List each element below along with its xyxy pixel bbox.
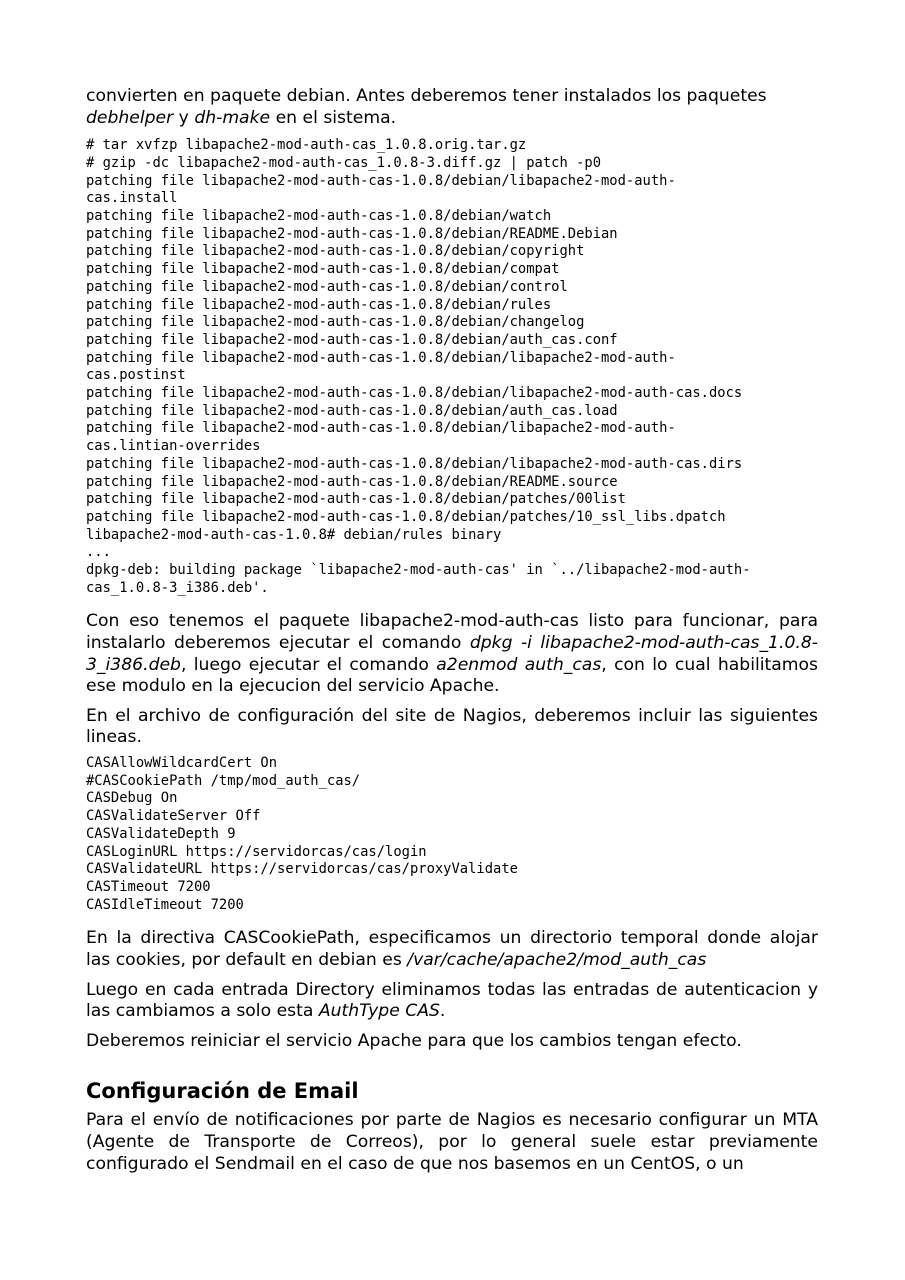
- package-dh-make: dh-make: [194, 107, 271, 128]
- code-line: CASLoginURL https://servidorcas/cas/login: [86, 843, 427, 860]
- code-line: ...: [86, 544, 111, 561]
- build-code-block: [86, 137, 818, 597]
- code-line: # gzip -dc libapache2-mod-auth-cas_1.0.8-3.diff.gz | patch -p0: [86, 154, 601, 171]
- code-line: patching file libapache2-mod-auth-cas-1.0.8/debian/libapache2-mod-auth-: [86, 420, 676, 437]
- intro-paragraph: [86, 86, 818, 129]
- code-line: #CASCookiePath /tmp/mod_auth_cas/: [86, 772, 361, 789]
- nagios-config-paragraph: En el archivo de configuración del site de Nagios, deberemos incluir las siguientes lineas.: [86, 705, 818, 748]
- package-debhelper: debhelper: [86, 107, 174, 128]
- code-line: CASAllowWildcardCert On: [86, 755, 278, 772]
- code-line: CASValidateServer Off: [86, 808, 261, 825]
- code-line: patching file libapache2-mod-auth-cas-1.0.8/debian/libapache2-mod-auth-cas.docs: [86, 385, 743, 402]
- code-line: patching file libapache2-mod-auth-cas-1.0.8/debian/rules: [86, 296, 552, 313]
- dpkg-command: dpkg -i libapache2-mod-auth-cas_1.0.8-3_i386.deb: [86, 633, 818, 675]
- code-line: patching file libapache2-mod-auth-cas-1.0.8/debian/watch: [86, 208, 552, 224]
- code-line: cas.postinst: [86, 367, 186, 384]
- restart-paragraph: Deberemos reiniciar el servicio Apache para que los cambios tengan efecto.: [86, 1030, 742, 1051]
- directory-text-2: .: [439, 1001, 446, 1022]
- cookie-path-paragraph: [86, 928, 818, 971]
- code-line: patching file libapache2-mod-auth-cas-1.0.8/debian/patches/00list: [86, 491, 626, 508]
- code-line: patching file libapache2-mod-auth-cas-1.0.8/debian/libapache2-mod-auth-cas.dirs: [86, 455, 743, 472]
- code-line: patching file libapache2-mod-auth-cas-1.0.8/debian/auth_cas.load: [86, 402, 618, 419]
- install-paragraph: [86, 611, 818, 697]
- code-line: patching file libapache2-mod-auth-cas-1.0.8/debian/README.Debian: [86, 225, 618, 242]
- cookie-default-path: /var/cache/apache2/mod_auth_cas: [407, 949, 707, 970]
- intro-and: y: [173, 107, 195, 128]
- directory-paragraph: [86, 980, 818, 1023]
- a2enmod-command: a2enmod auth_cas: [436, 654, 602, 675]
- code-line: patching file libapache2-mod-auth-cas-1.0.8/debian/README.source: [86, 473, 618, 490]
- code-line: dpkg-deb: building package `libapache2-mod-auth-cas' in `../libapache2-mod-auth-: [86, 562, 751, 579]
- intro-line-1: convierten en paquete debian. Antes deberemos tener instalados los paquetes: [86, 86, 767, 106]
- code-line: patching file libapache2-mod-auth-cas-1.0.8/debian/control: [86, 278, 568, 295]
- code-line: cas.lintian-overrides: [86, 438, 261, 455]
- code-line: # tar xvfzp libapache2-mod-auth-cas_1.0.8.orig.tar.gz: [86, 137, 527, 154]
- code-line: CASDebug On: [86, 790, 178, 807]
- cas-config-code-block: [86, 755, 818, 914]
- code-line: cas_1.0.8-3_i386.deb'.: [86, 579, 269, 596]
- install-text-1: Con eso tenemos el paquete libapache2-mod-auth-cas listo para funcionar, para instalarlo deberemos ejecutar el comando: [86, 611, 818, 654]
- install-text-3: , con lo cual habilitamos ese modulo en la ejecucion del servicio Apache.: [86, 654, 819, 697]
- authtype-cas: AuthType CAS: [318, 1001, 440, 1022]
- intro-tail: en el sistema.: [270, 107, 397, 128]
- code-line: cas.install: [86, 190, 178, 207]
- document-page: [86, 86, 818, 1175]
- code-line: CASTimeout 7200: [86, 878, 211, 895]
- email-paragraph: Para el envío de notificaciones por parte de Nagios es necesario configurar un MTA (Agente de Transporte de Correos), por lo general suele estar previamente configurado el Sendmail en el caso de que nos basemos en un CentOS, o un: [86, 1110, 818, 1174]
- code-line: patching file libapache2-mod-auth-cas-1.0.8/debian/copyright: [86, 243, 585, 260]
- code-line: patching file libapache2-mod-auth-cas-1.0.8/debian/libapache2-mod-auth-: [86, 349, 676, 366]
- code-line: patching file libapache2-mod-auth-cas-1.0.8/debian/auth_cas.conf: [86, 331, 618, 348]
- code-line: CASValidateDepth 9: [86, 825, 236, 842]
- code-line: patching file libapache2-mod-auth-cas-1.0.8/debian/patches/10_ssl_libs.dpatch: [86, 508, 726, 525]
- code-line: patching file libapache2-mod-auth-cas-1.0.8/debian/compat: [86, 261, 560, 278]
- email-section-heading: Configuración de Email: [86, 1079, 359, 1104]
- code-line: CASValidateURL https://servidorcas/cas/proxyValidate: [86, 861, 518, 878]
- install-text-2: , luego ejecutar el comando: [180, 654, 437, 675]
- code-line: CASIdleTimeout 7200: [86, 896, 244, 913]
- code-line: libapache2-mod-auth-cas-1.0.8# debian/rules binary: [86, 526, 502, 543]
- directory-text-1: Luego en cada entrada Directory eliminamos todas las entradas de autenticacion y las cambiamos a solo esta: [86, 979, 818, 1022]
- cookie-text: En la directiva CASCookiePath, especificamos un directorio temporal donde alojar las cookies, por default en debian es: [86, 928, 818, 970]
- code-line: patching file libapache2-mod-auth-cas-1.0.8/debian/libapache2-mod-auth-: [86, 172, 676, 189]
- code-line: patching file libapache2-mod-auth-cas-1.0.8/debian/changelog: [86, 314, 585, 331]
